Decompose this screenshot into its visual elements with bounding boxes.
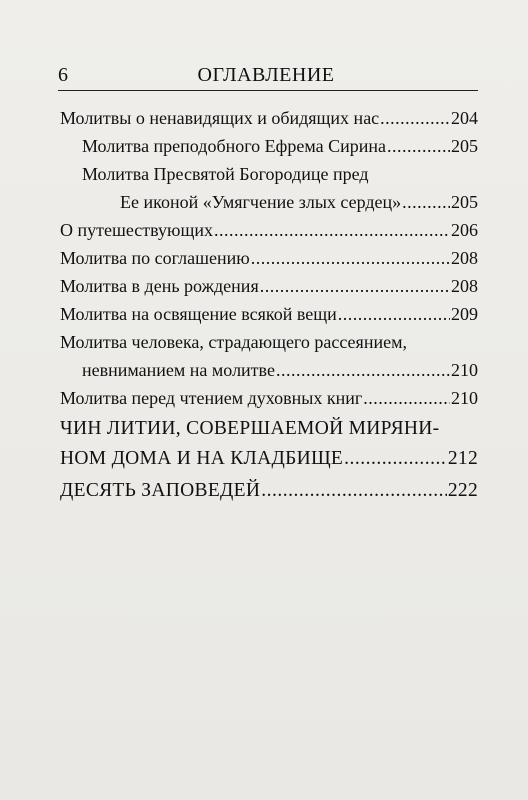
running-title: ОГЛАВЛЕНИЕ bbox=[197, 64, 335, 86]
dot-leader bbox=[380, 104, 450, 132]
table-of-contents bbox=[60, 104, 478, 506]
toc-entry-title-line2: Ее иконой «Умягчение злых сердец» bbox=[120, 192, 402, 212]
toc-entry[interactable] bbox=[60, 132, 478, 160]
toc-entry-title: Молитва по соглашению bbox=[60, 248, 250, 268]
toc-entry-title: Молитвы о ненавидящих и обидящих нас bbox=[60, 108, 380, 128]
dot-leader bbox=[251, 244, 450, 272]
toc-entry-title-line1: ЧИН ЛИТИИ, СОВЕРШАЕМОЙ МИРЯНИ- bbox=[60, 418, 440, 439]
toc-entry[interactable] bbox=[60, 244, 478, 272]
toc-entry-page: 208 bbox=[451, 248, 478, 268]
dot-leader bbox=[261, 476, 447, 506]
toc-entry-title-line2: НОМ ДОМА И НА КЛАДБИЩЕ bbox=[60, 448, 344, 469]
toc-entry-page: 222 bbox=[447, 480, 478, 501]
toc-entry[interactable] bbox=[60, 160, 478, 216]
page-number: 6 bbox=[58, 64, 68, 86]
toc-entry-title: Молитва в день рождения bbox=[60, 276, 259, 296]
dot-leader bbox=[276, 356, 450, 384]
dot-leader bbox=[260, 272, 450, 300]
toc-entry-page: 206 bbox=[451, 220, 478, 240]
toc-entry[interactable] bbox=[60, 272, 478, 300]
toc-entry[interactable] bbox=[60, 216, 478, 244]
toc-section-entry[interactable] bbox=[60, 414, 478, 474]
toc-entry-title: Молитва перед чтением духовных книг bbox=[60, 388, 363, 408]
toc-entry-page: 205 bbox=[451, 136, 478, 156]
toc-entry-title-line1: Молитва Пресвятой Богородице пред bbox=[82, 164, 369, 184]
toc-entry-page: 212 bbox=[447, 448, 478, 469]
dot-leader bbox=[344, 444, 447, 474]
toc-entry-title-line1: Молитва человека, страдающего рассеянием, bbox=[60, 332, 407, 352]
dot-leader bbox=[402, 188, 450, 216]
toc-entry-page: 205 bbox=[451, 192, 478, 212]
toc-entry-title: Молитва на освящение всякой вещи bbox=[60, 304, 337, 324]
toc-entry-page: 204 bbox=[451, 108, 478, 128]
toc-entry[interactable] bbox=[60, 328, 478, 384]
toc-entry-page: 210 bbox=[451, 388, 478, 408]
toc-entry[interactable] bbox=[60, 384, 478, 412]
dot-leader bbox=[363, 384, 450, 412]
dot-leader bbox=[214, 216, 450, 244]
header-rule bbox=[58, 90, 478, 91]
toc-entry-title: О путешествующих bbox=[60, 220, 213, 240]
page-header bbox=[58, 58, 474, 88]
toc-entry-title-line2: невниманием на молитве bbox=[82, 360, 275, 380]
toc-entry-title: Молитва преподобного Ефрема Сирина bbox=[82, 136, 386, 156]
toc-entry-page: 209 bbox=[451, 304, 478, 324]
dot-leader bbox=[338, 300, 450, 328]
toc-entry[interactable] bbox=[60, 104, 478, 132]
toc-entry-title: ДЕСЯТЬ ЗАПОВЕДЕЙ bbox=[60, 480, 261, 501]
toc-entry-page: 208 bbox=[451, 276, 478, 296]
toc-section-entry[interactable] bbox=[60, 476, 478, 506]
toc-entry-page: 210 bbox=[451, 360, 478, 380]
toc-entry[interactable] bbox=[60, 300, 478, 328]
dot-leader bbox=[387, 132, 450, 160]
